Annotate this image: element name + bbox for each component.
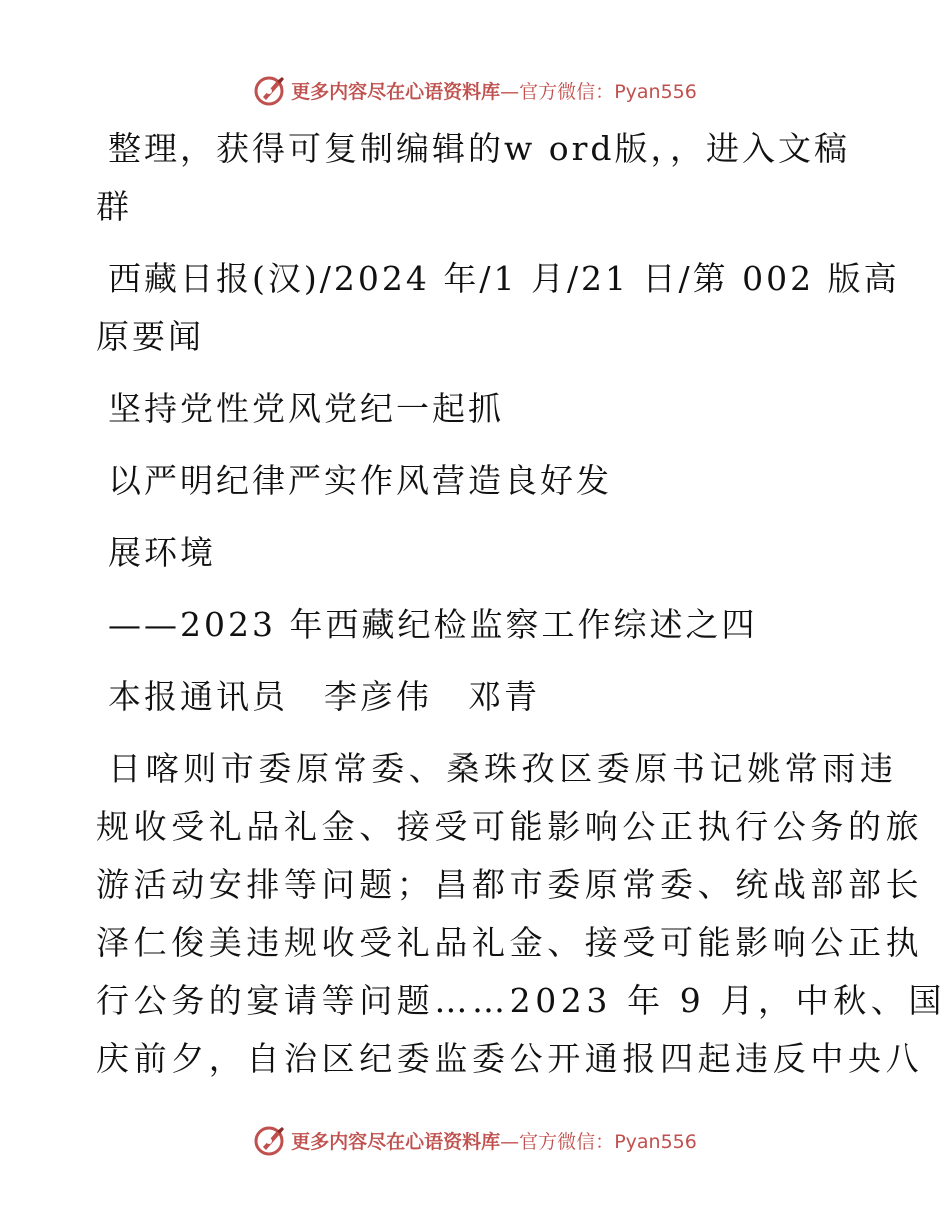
- watermark-text: [291, 1127, 697, 1154]
- body-line-1: 日喀则市委原常委、桑珠孜区委原书记姚常雨违: [108, 749, 898, 788]
- watermark-separator: —: [500, 80, 520, 103]
- body-line-2: 规收受礼品礼金、接受可能影响公正执行公务的旅: [96, 807, 924, 846]
- watermark-site-text: 更多内容尽在心语资料库: [291, 80, 501, 103]
- watermark-site-text: 更多内容尽在心语资料库: [291, 1130, 501, 1153]
- source-line-1: 西藏日报(汉)/2024 年/1 月/21 日/第 002 版高: [108, 259, 900, 298]
- body-line-4: 泽仁俊美违规收受礼品礼金、接受可能影响公正执: [96, 923, 924, 962]
- watermark-banner-bottom: [0, 1120, 950, 1160]
- watermark-wechat-label: 官方微信：: [519, 80, 615, 103]
- source-line-2: 原要闻: [96, 317, 204, 356]
- watermark-separator: —: [500, 1130, 520, 1153]
- headline-line-1: 坚持党性党风党纪一起抓: [108, 389, 504, 428]
- pen-nib-logo-icon: [253, 73, 287, 107]
- pen-nib-logo-icon: [253, 1123, 287, 1157]
- watermark-wechat-id: Pyan556: [614, 1130, 697, 1153]
- source-paragraph: [96, 250, 900, 366]
- intro-line-2: 群: [96, 187, 132, 226]
- headline-line-3: 展环境: [108, 533, 216, 572]
- body-line-5: 行公务的宴请等问题……2023 年 9 月，中秋、国: [96, 981, 947, 1020]
- intro-line-1: 整理，获得可复制编辑的w ord版，，进入文稿: [108, 129, 851, 168]
- watermark-banner-top: [0, 70, 950, 110]
- intro-paragraph: [96, 120, 856, 236]
- byline: 本报通讯员 李彦伟 邓青: [108, 677, 540, 716]
- body-line-6: 庆前夕，自治区纪委监委公开通报四起违反中央八: [96, 1039, 924, 1078]
- watermark-text: [291, 77, 697, 104]
- watermark-wechat-id: Pyan556: [614, 80, 697, 103]
- document-body: [96, 120, 947, 1102]
- headline-line-2: 以严明纪律严实作风营造良好发: [108, 461, 612, 500]
- body-line-3: 游活动安排等问题；昌都市委原常委、统战部部长: [96, 865, 924, 904]
- body-paragraph: [96, 740, 947, 1088]
- watermark-wechat-label: 官方微信：: [519, 1130, 615, 1153]
- subtitle: ——2023 年西藏纪检监察工作综述之四: [108, 605, 758, 644]
